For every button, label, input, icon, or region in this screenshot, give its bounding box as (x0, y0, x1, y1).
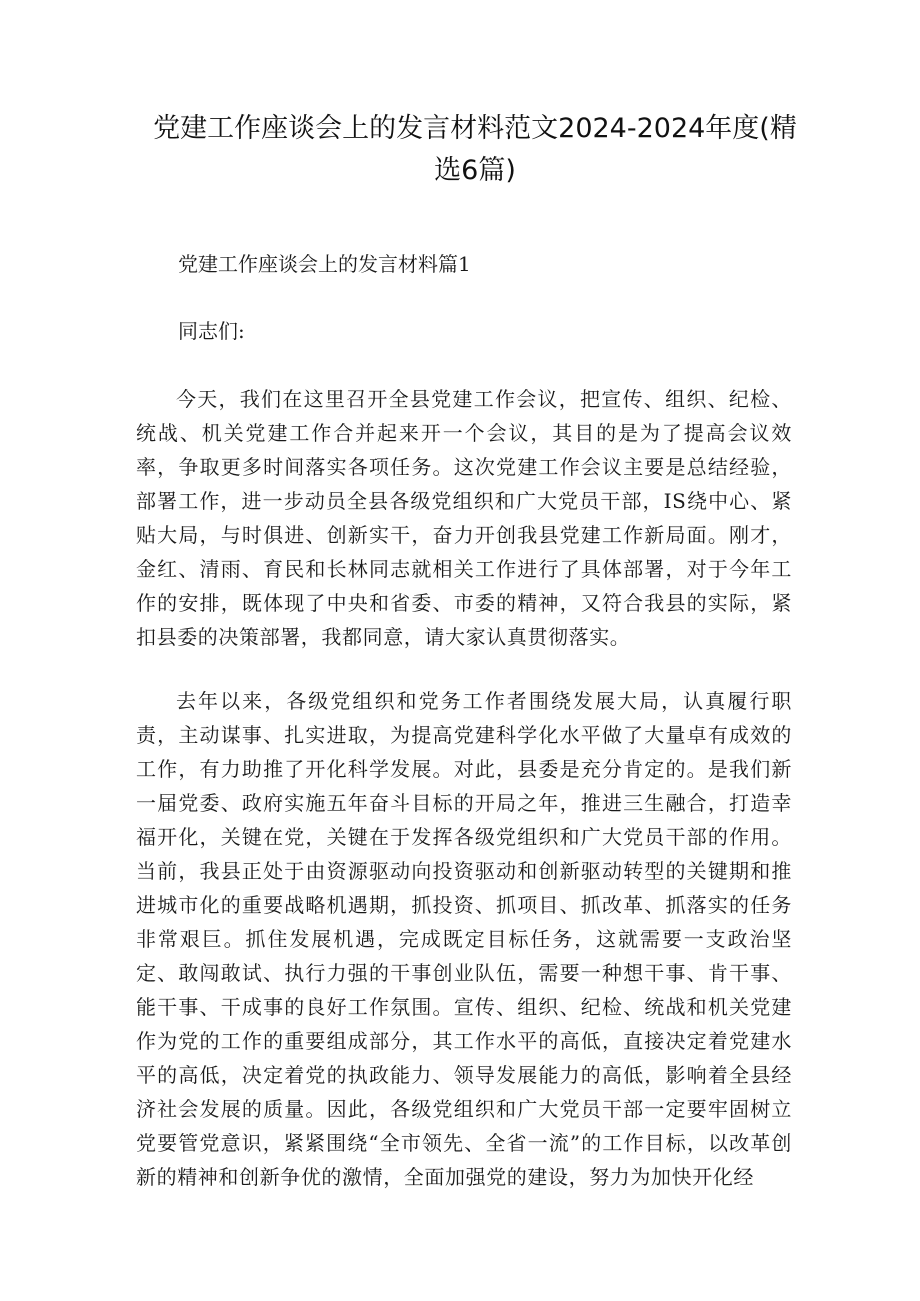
section-heading: 党建工作座谈会上的发言材料篇1 (178, 252, 471, 276)
salutation: 同志们: (178, 319, 245, 343)
body-paragraph: 今天，我们在这里召开全县党建工作会议，把宣传、组织、纪检、统战、机关党建工作合并起来开一个会议，其目的是为了提高会议效率，争取更多时间落实各项任务。这次党建工作会议主要是总结经验，部署工作，进一步动员全县各级党组织和广大党员干部，IS绕中心、紧贴大局，与时俱进、创新实干，奋力开创我县党建工作新局面。刚才，金红、清雨、育民和长林同志就相关工作进行了具体部署，对于今年工作的安排，既体现了中央和省委、市委的精神，又符合我县的实际，紧扣县委的决策部署，我都同意，请大家认真贯彻落实。 (136, 387, 792, 649)
body-paragraph: 去年以来，各级党组织和党务工作者围绕发展大局，认真履行职责，主动谋事、扎实进取，为提高党建科学化水平做了大量卓有成效的工作，有力助推了开化科学发展。对此，县委是充分肯定的。是我们新一届党委、政府实施五年奋斗目标的开局之年，推进三生融合，打造幸福开化，关键在党，关键在于发挥各级党组织和广大党员干部的作用。当前，我县正处于由资源驱动向投资驱动和创新驱动转型的关键期和推进城市化的重要战略机遇期，抓投资、抓项目、抓改革、抓落实的任务非常艰巨。抓住发展机遇，完成既定目标任务，这就需要一支政治坚定、敢闯敢试、执行力强的干事创业队伍，需要一种想干事、肯干事、能干事、干成事的良好工作氛围。宣传、组织、纪检、统战和机关党建作为党的工作的重要组成部分，其工作水平的高低，直接决定着党建水平的高低，决定着党的执政能力、领导发展能力的高低，影响着全县经济社会发展的质量。因此，各级党组织和广大党员干部一定要牢固树立党要管党意识，紧紧围绕“全市领先、全省一流”的工作目标，以改革创新的精神和创新争优的激情，全面加强党的建设，努力为加快开化经 (136, 689, 792, 1189)
document-title: 党建工作座谈会上的发言材料范文2024-2024年度(精选6篇) (153, 113, 797, 186)
